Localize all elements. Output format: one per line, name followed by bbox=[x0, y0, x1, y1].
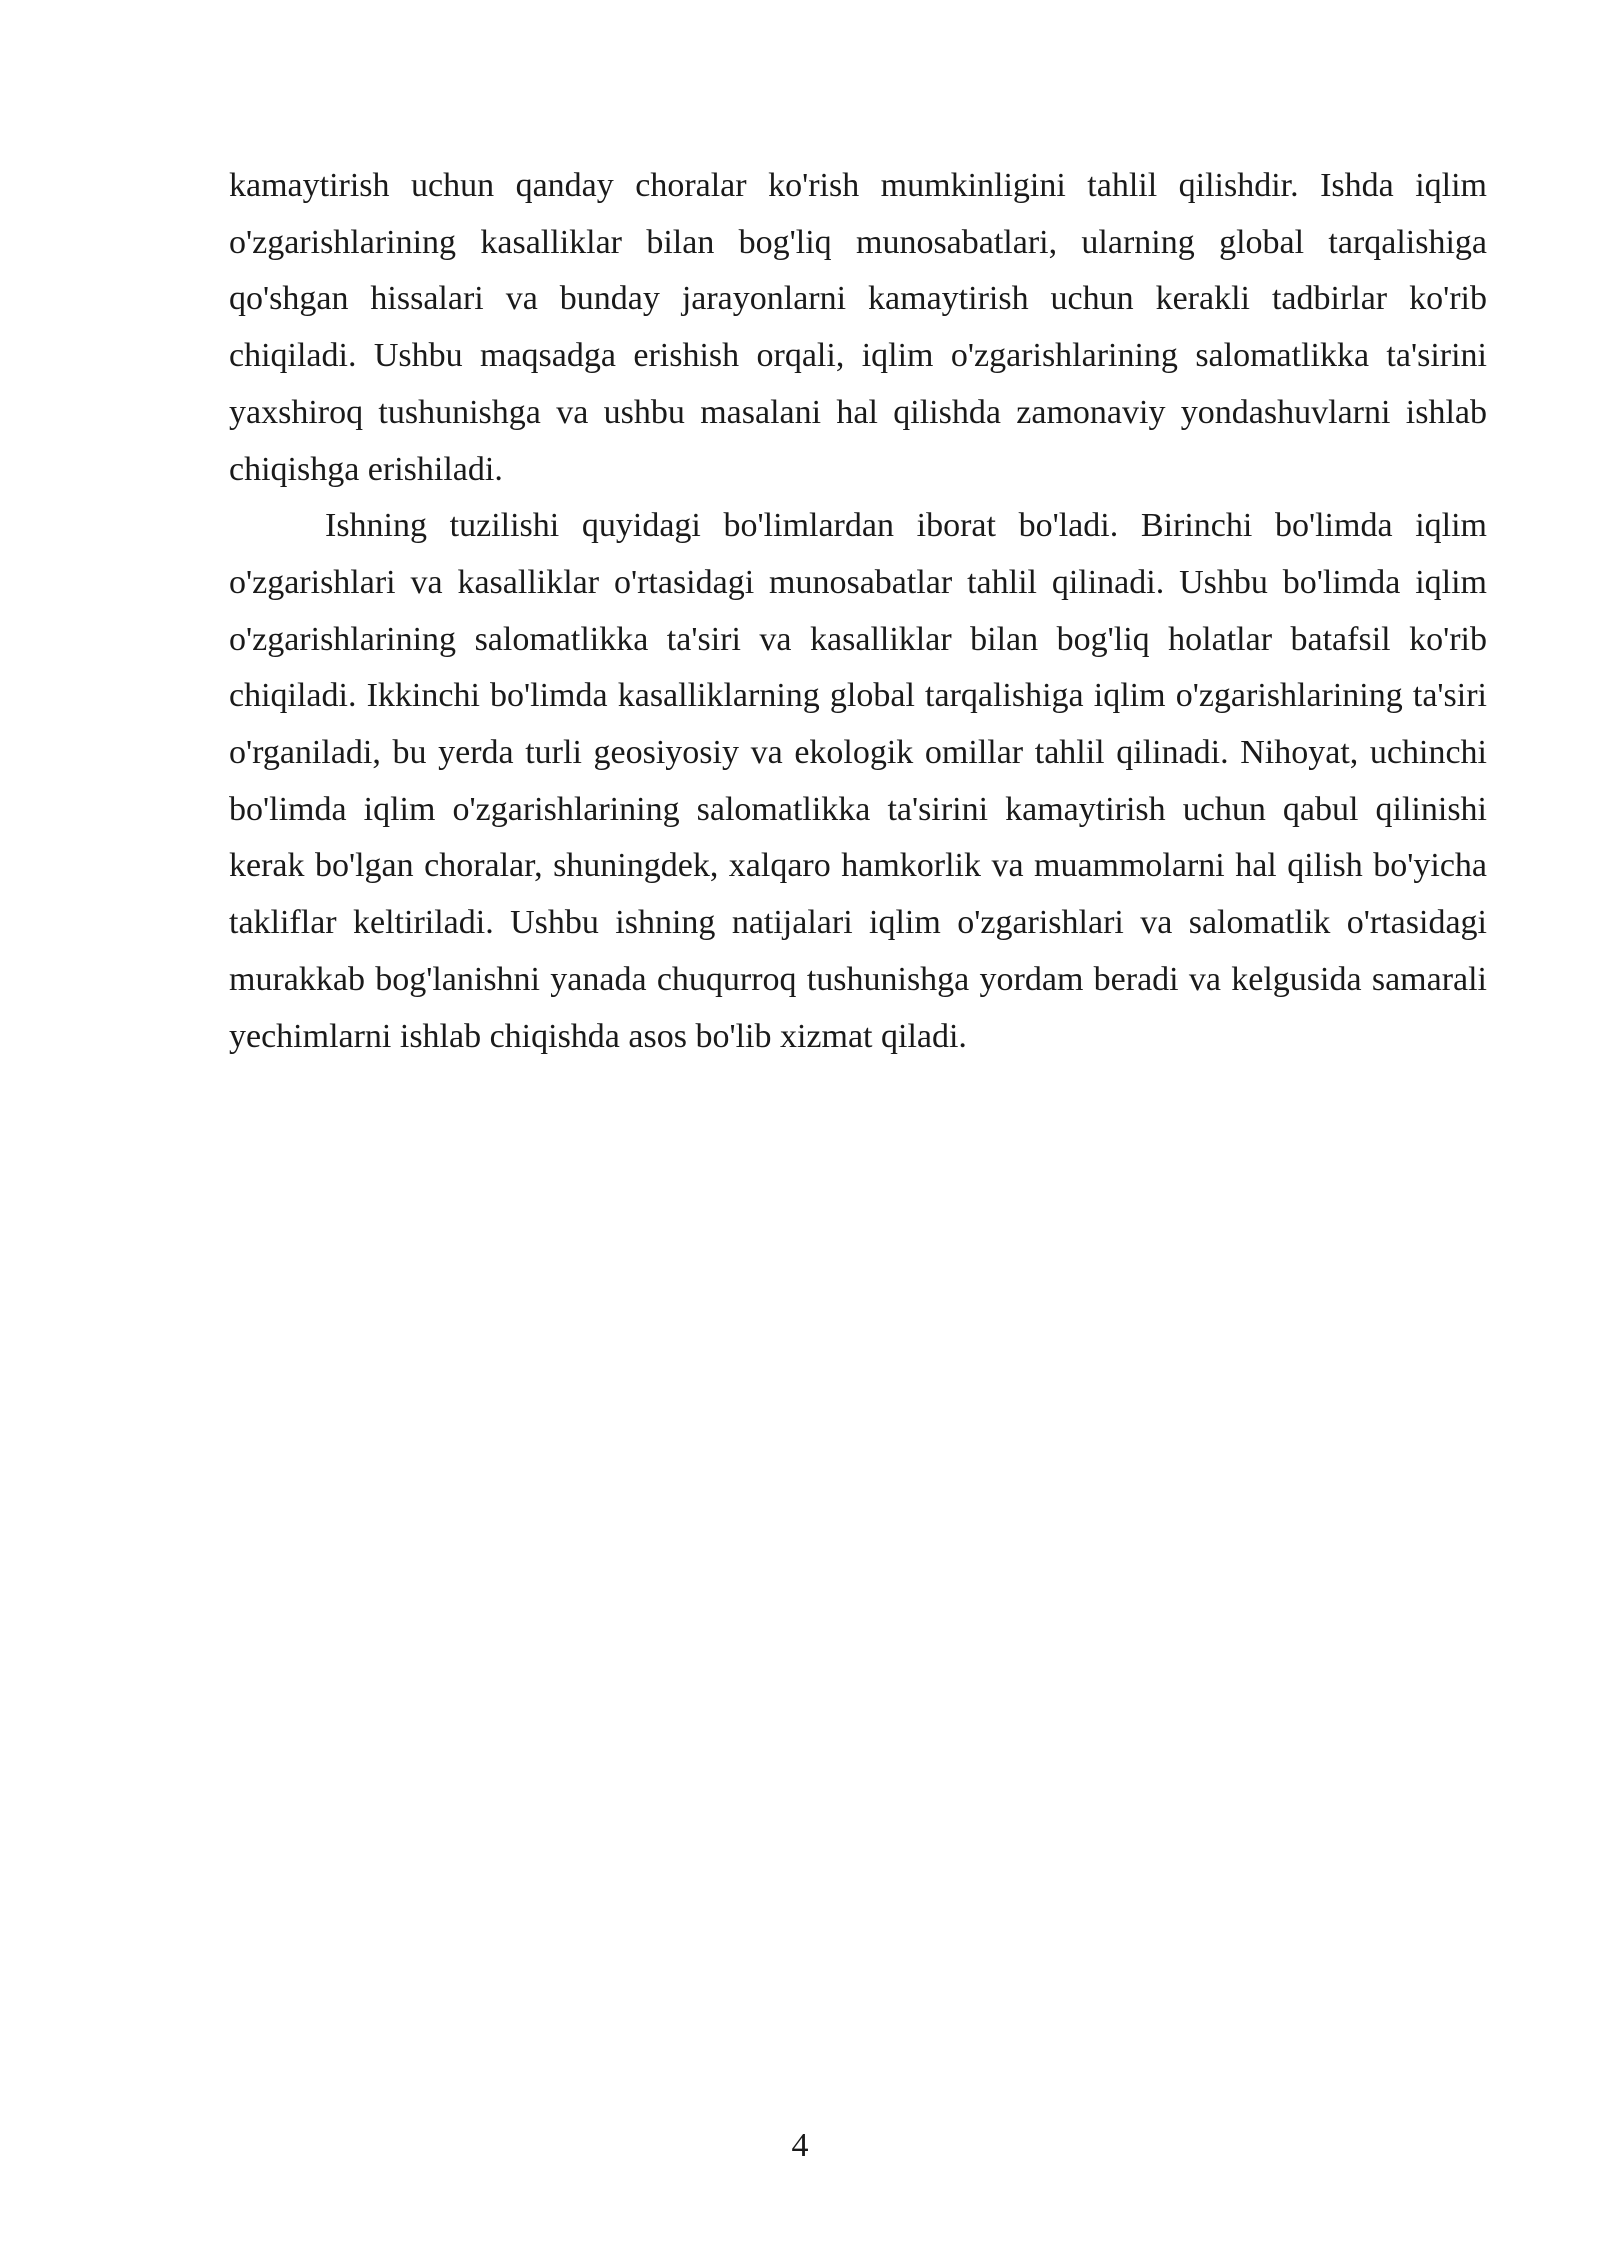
paragraph-continuation: kamaytirish uchun qanday choralar ko'rish mumkinligini tahlil qilishdir. Ishda iqlim o'zgarishlarining kasalliklar bilan bog'liq munosabatlari, ularning global tarqalishiga qo'shgan hissalari va bunday jarayonlarni kamaytirish uchun kerakli tadbirlar ko'rib chiqiladi. Ushbu maqsadga erishish orqali, iqlim o'zgarishlarining salomatlikka ta'sirini yaxshiroq tushunishga va ushbu masalani hal qilishda zamonaviy yondashuvlarni ishlab chiqishga erishiladi. bbox=[229, 167, 1487, 488]
body-text bbox=[229, 158, 1487, 1065]
page-number: 4 bbox=[791, 2127, 809, 2164]
paragraph-structure: Ishning tuzilishi quyidagi bo'limlardan iborat bo'ladi. Birinchi bo'limda iqlim o'zgarishlari va kasalliklar o'rtasidagi munosabatlar tahlil qilinadi. Ushbu bo'limda iqlim o'zgarishlarining salomatlikka ta'siri va kasalliklar bilan bog'liq holatlar batafsil ko'rib chiqiladi. Ikkinchi bo'limda kasalliklarning global tarqalishiga iqlim o'zgarishlarining ta'siri o'rganiladi, bu yerda turli geosiyosiy va ekologik omillar tahlil qilinadi. Nihoyat, uchinchi bo'limda iqlim o'zgarishlarining salomatlikka ta'sirini kamaytirish uchun qabul qilinishi kerak bo'lgan choralar, shuningdek, xalqaro hamkorlik va muammolarni hal qilish bo'yicha takliflar keltiriladi. Ushbu ishning natijalari iqlim o'zgarishlari va salomatlik o'rtasidagi murakkab bog'lanishni yanada chuqurroq tushunishga yordam beradi va kelgusida samarali yechimlarni ishlab chiqishda asos bo'lib xizmat qiladi. bbox=[229, 507, 1487, 1055]
